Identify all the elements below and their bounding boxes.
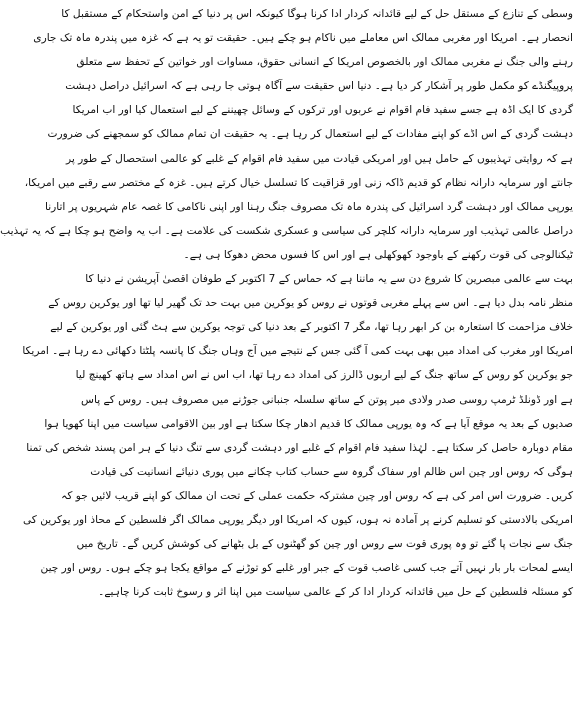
paragraph-2 [22,267,573,604]
text-line: ہوگی کہ روس اور چین اس ظالم اور سفاک گروہ سے حساب کتاب چکانے میں پوری دنیائے انسانیت کی قیادت [90,465,573,478]
paragraph-1 [0,2,573,267]
text-line: پروپیگنڈے کو مکمل طور پر آشکار کر دیا ہے۔ دنیا اس حقیقت سے آگاہ ہوتی جا رہی ہے کہ اسرائیل دراصل دہشت [65,80,573,93]
text-line: جانتے اور سرمایہ دارانہ نظام کو قدیم ڈاکہ زنی اور قزاقیت کا تسلسل خیال کرتے ہیں۔ غزہ کے مختصر سے رقبے میں امریکا، [24,176,573,189]
text-line: جنگ سے نجات پا گئے تو وہ پوری قوت سے روس اور چین کو گھٹنوں کے بل بٹھانے کی کوشش کریں گے۔ تاریخ میں [76,538,573,551]
text-line: دراصل عالمی تہذیب اور سرمایہ دارانہ کلچر کی سیاسی و عسکری شکست کی علامت ہے۔ اب یہ واضح ہو چکا ہے کہ یہ تہذیب [0,224,573,237]
text-line: امریکا اور مغرب کی امداد میں بھی بہت کمی آ گئی جس کے نتیجے میں آج وہاں جنگ کا پانسہ پلٹتا دکھائی دے رہا ہے۔ امریکا [22,345,573,358]
text-line: دہشت گردی کے اس اڈے کو اپنے مفادات کے لیے استعمال کر رہا ہے۔ یہ حقیقت ان تمام ممالک کو سمجھنے کی ضرورت [47,128,573,141]
text-line: امریکی بالادستی کو تسلیم کرنے پر آمادہ نہ ہوں، کیوں کہ امریکا اور دیگر یورپی ممالک اگر فلسطین کے محاذ اور یوکرین کی [22,513,573,526]
text-line: منظر نامہ بدل دیا ہے۔ اس سے پہلے مغربی قوتوں نے روس کو یوکرین میں بہت حد تک گھیر لیا تھا اور یوکرین روس کے [48,297,573,310]
text-line: یورپی ممالک اور دہشت گرد اسرائیل کی پندرہ ماہ تک مصروف جنگ رہنا اور اپنی ناکامی کا غصہ عام شہریوں پر اتارنا [44,200,573,213]
text-line: انحصار ہے۔ امریکا اور مغربی ممالک اس معاملے میں ناکام ہو چکے ہیں۔ حقیقت تو یہ ہے کہ غزہ میں پندرہ ماہ تک جاری [33,32,573,45]
text-line: گردی کا ایک اڈہ ہے جسے سفید فام اقوام نے عربوں اور ترکوں کے وسائل چھیننے کے لیے استعمال کیا اور اب امریکا [72,104,573,117]
text-line: کو مسئلہ فلسطین کے حل میں قائدانہ کردار ادا کر کے عالمی سیاست میں اپنا اثر و رسوخ ثابت کرنا چاہیے۔ [98,586,573,599]
text-line: رہنے والی جنگ نے مغربی ممالک اور بالخصوص امریکا کے انسانی حقوق، مساوات اور خواتین کے تحفظ سے متعلق [76,56,573,69]
text-line: مقام دوبارہ حاصل کر سکتا ہے۔ لہٰذا سفید فام اقوام کے غلبے اور دہشت گردی سے تنگ دنیا کے ہر امن پسند شخص کی تمنا [26,441,573,454]
text-line: وسطی کے تنازع کے مستقل حل کے لیے قائدانہ کردار ادا کرنا ہوگا کیونکہ اس پر دنیا کے امن واستحکام کے مستقبل کا [61,8,573,20]
text-line: کریں۔ ضرورت اس امر کی ہے کہ روس اور چین مشترکہ حکمت عملی کے تحت ان ممالک کو اپنے قریب لائیں جو کہ [61,489,573,502]
text-line: ایسے لمحات بار بار نہیں آتے جب کسی غاصب قوت کے جبر اور غلبے کو توڑنے کے مواقع یکجا ہو چکے ہوں۔ روس اور چین [40,562,573,575]
text-line: ہے کہ روایتی تہذیبوں کے حامل ہیں اور امریکی قیادت میں سفید فام اقوام کے غلبے کو عالمی استحصال کے طور پر [65,152,573,165]
text-line: صدیوں کے بعد یہ موقع آیا ہے کہ وہ یورپی ممالک کا قدیم ادھار چکا سکتا ہے اور بین الاقوامی سیاست میں اپنا کھویا ہوا [44,417,573,430]
text-line: بہت سے عالمی مبصرین کا شروع دن سے یہ ماننا ہے کہ حماس کے 7 اکتوبر کے طوفان اقصیٰ آپریشن نے دنیا کا [85,273,573,286]
text-line: ہے اور ڈونلڈ ٹرمپ روسی صدر ولادی میر پوتن کے ساتھ سلسلہ جنبانی جوڑنے میں مصروف ہیں۔ روس کے پاس [81,393,573,406]
text-line: ٹیکنالوجی کی قوت رکھنے کے باوجود کھوکھلی ہے اور اس کا فسوں محض دھوکا ہی ہے۔ [183,248,573,261]
text-line: خلاف مزاحمت کا استعارہ بن کر ابھر رہا تھا، مگر 7 اکتوبر کے بعد دنیا کی توجہ یوکرین سے ہٹ گئی اور یوکرین کے لیے [50,321,573,334]
text-line: جو یوکرین کو روس کے ساتھ جنگ کے لیے اربوں ڈالرز کی امداد دے رہا تھا، اب اس نے اس امداد سے ہاتھ کھینچ لیا [75,369,573,382]
